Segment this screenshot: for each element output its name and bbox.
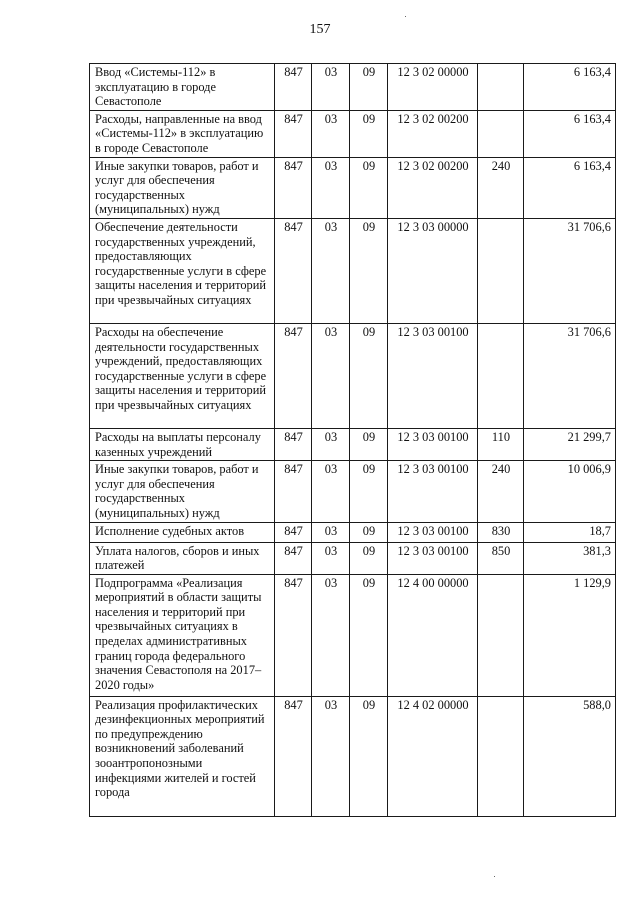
scan-speck: [494, 876, 495, 877]
glava-code: 847: [275, 696, 312, 816]
amount: 31 706,6: [524, 218, 616, 323]
expense-type-code: 830: [478, 522, 524, 542]
amount: 1 129,9: [524, 574, 616, 696]
expense-type-code: 850: [478, 542, 524, 574]
table-row: [90, 696, 616, 816]
expense-type-code: [478, 323, 524, 428]
podrazdel-code: 09: [350, 542, 388, 574]
amount: 6 163,4: [524, 64, 616, 111]
expense-name: Иные закупки товаров, работ и услуг для обеспечения государственных (муниципальных) нужд: [90, 157, 275, 218]
expense-name: Реализация профилактических дезинфекционных мероприятий по предупреждению возникновений заболеваний зооантропонозными инфекциями жителей и гостей города: [90, 696, 275, 816]
page-number: 157: [309, 22, 331, 37]
target-article-code: 12 3 03 00100: [388, 323, 478, 428]
target-article-code: 12 3 03 00100: [388, 542, 478, 574]
razdel-code: 03: [312, 696, 350, 816]
target-article-code: 12 3 03 00100: [388, 522, 478, 542]
podrazdel-code: 09: [350, 110, 388, 157]
glava-code: 847: [275, 157, 312, 218]
glava-code: 847: [275, 542, 312, 574]
razdel-code: 03: [312, 574, 350, 696]
target-article-code: 12 3 03 00100: [388, 428, 478, 460]
razdel-code: 03: [312, 157, 350, 218]
expense-name: Уплата налогов, сборов и иных платежей: [90, 542, 275, 574]
glava-code: 847: [275, 110, 312, 157]
expense-name: Обеспечение деятельности государственных учреждений, предоставляющих государственные услуги в сфере защиты населения и территорий при чрезвычайных ситуациях: [90, 218, 275, 323]
glava-code: 847: [275, 428, 312, 460]
amount: 18,7: [524, 522, 616, 542]
expense-type-code: [478, 696, 524, 816]
razdel-code: 03: [312, 522, 350, 542]
expense-name: Расходы на выплаты персоналу казенных учреждений: [90, 428, 275, 460]
expense-type-code: [478, 64, 524, 111]
budget-table: [89, 63, 616, 817]
amount: 381,3: [524, 542, 616, 574]
expense-name: Исполнение судебных актов: [90, 522, 275, 542]
glava-code: 847: [275, 461, 312, 522]
razdel-code: 03: [312, 64, 350, 111]
razdel-code: 03: [312, 542, 350, 574]
table-row: [90, 574, 616, 696]
podrazdel-code: 09: [350, 696, 388, 816]
expense-type-code: [478, 574, 524, 696]
target-article-code: 12 3 02 00200: [388, 157, 478, 218]
expense-name: Расходы, направленные на ввод «Системы-112» в эксплуатацию в городе Севастополе: [90, 110, 275, 157]
expense-name: Расходы на обеспечение деятельности государственных учреждений, предоставляющих государственные услуги в сфере защиты населения и территорий при чрезвычайных ситуациях: [90, 323, 275, 428]
podrazdel-code: 09: [350, 157, 388, 218]
table-row: [90, 157, 616, 218]
razdel-code: 03: [312, 323, 350, 428]
podrazdel-code: 09: [350, 461, 388, 522]
glava-code: 847: [275, 574, 312, 696]
glava-code: 847: [275, 64, 312, 111]
target-article-code: 12 3 02 00000: [388, 64, 478, 111]
target-article-code: 12 3 02 00200: [388, 110, 478, 157]
table-row: [90, 218, 616, 323]
table-row: [90, 542, 616, 574]
razdel-code: 03: [312, 428, 350, 460]
podrazdel-code: 09: [350, 64, 388, 111]
razdel-code: 03: [312, 218, 350, 323]
expense-type-code: 240: [478, 157, 524, 218]
expense-type-code: [478, 218, 524, 323]
razdel-code: 03: [312, 110, 350, 157]
podrazdel-code: 09: [350, 522, 388, 542]
table-row: [90, 428, 616, 460]
expense-type-code: 240: [478, 461, 524, 522]
target-article-code: 12 3 03 00100: [388, 461, 478, 522]
amount: 6 163,4: [524, 110, 616, 157]
table-row: [90, 64, 616, 111]
podrazdel-code: 09: [350, 428, 388, 460]
amount: 588,0: [524, 696, 616, 816]
podrazdel-code: 09: [350, 218, 388, 323]
scan-speck: [405, 16, 406, 17]
target-article-code: 12 4 00 00000: [388, 574, 478, 696]
glava-code: 847: [275, 522, 312, 542]
expense-type-code: 110: [478, 428, 524, 460]
amount: 6 163,4: [524, 157, 616, 218]
table-row: [90, 323, 616, 428]
expense-name: Иные закупки товаров, работ и услуг для обеспечения государственных (муниципальных) нужд: [90, 461, 275, 522]
table-row: [90, 522, 616, 542]
glava-code: 847: [275, 323, 312, 428]
table-row: [90, 461, 616, 522]
expense-type-code: [478, 110, 524, 157]
table-row: [90, 110, 616, 157]
podrazdel-code: 09: [350, 323, 388, 428]
amount: 21 299,7: [524, 428, 616, 460]
amount: 10 006,9: [524, 461, 616, 522]
expense-name: Подпрограмма «Реализация мероприятий в области защиты населения и территорий при чрезвычайных ситуациях в пределах административных границ города федерального значения Севастополя на 2017–2020 годы»: [90, 574, 275, 696]
amount: 31 706,6: [524, 323, 616, 428]
razdel-code: 03: [312, 461, 350, 522]
expense-name: Ввод «Системы-112» в эксплуатацию в городе Севастополе: [90, 64, 275, 111]
glava-code: 847: [275, 218, 312, 323]
target-article-code: 12 3 03 00000: [388, 218, 478, 323]
podrazdel-code: 09: [350, 574, 388, 696]
target-article-code: 12 4 02 00000: [388, 696, 478, 816]
